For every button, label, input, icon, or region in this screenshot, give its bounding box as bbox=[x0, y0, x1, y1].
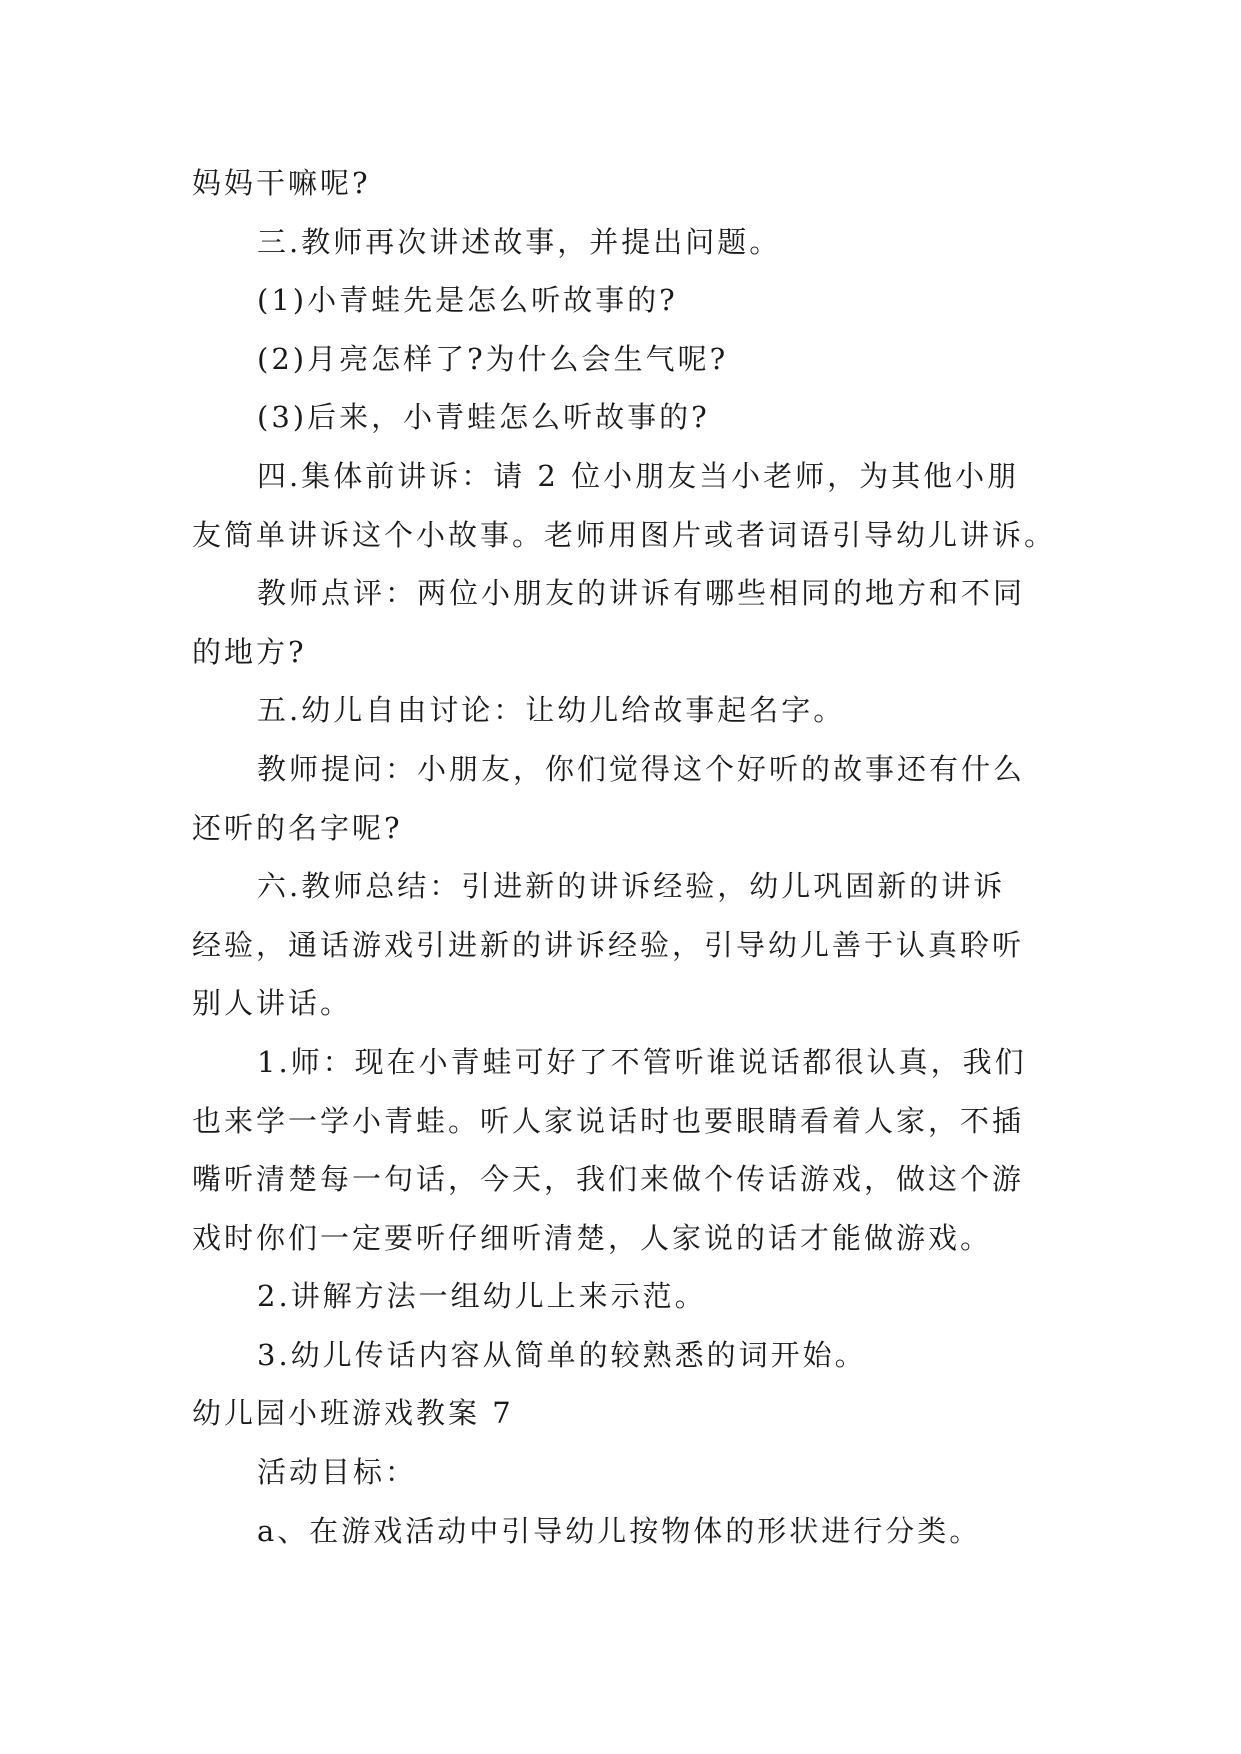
text-line-18: 嘴听清楚每一句话，今天，我们来做个传话游戏，做这个游 bbox=[192, 1162, 1025, 1197]
text-line-2: 三.教师再次讲述故事，并提出问题。 bbox=[257, 224, 782, 259]
text-line-1: 妈妈干嘛呢? bbox=[192, 166, 371, 200]
text-line-24: a、在游戏活动中引导幼儿按物体的形状进行分类。 bbox=[257, 1513, 982, 1548]
text-line-14: 经验，通话游戏引进新的讲诉经验，引导幼儿善于认真聆听 bbox=[192, 927, 1025, 962]
text-line-16: 1.师：现在小青蛙可好了不管听谁说话都很认真，我们 bbox=[257, 1044, 1027, 1079]
text-line-8: 教师点评：两位小朋友的讲诉有哪些相同的地方和不同 bbox=[257, 576, 1026, 611]
text-line-19: 戏时你们一定要听仔细听清楚，人家说的话才能做游戏。 bbox=[192, 1220, 993, 1255]
text-line-12: 还听的名字呢? bbox=[192, 810, 403, 845]
text-line-7: 友简单讲诉这个小故事。老师用图片或者词语引导幼儿讲诉。 bbox=[192, 517, 1057, 552]
text-line-20: 2.讲解方法一组幼儿上来示范。 bbox=[257, 1279, 707, 1314]
text-line-5: (3)后来，小青蛙怎么听故事的? bbox=[257, 400, 710, 435]
text-line-21: 3.幼儿传话内容从简单的较熟悉的词开始。 bbox=[257, 1337, 867, 1372]
text-line-3: (1)小青蛙先是怎么听故事的? bbox=[257, 283, 678, 318]
text-line-23: 活动目标： bbox=[257, 1455, 418, 1490]
text-line-11: 教师提问：小朋友，你们觉得这个好听的故事还有什么 bbox=[257, 751, 1026, 786]
section-heading: 幼儿园小班游戏教案 7 bbox=[192, 1396, 514, 1431]
text-line-17: 也来学一学小青蛙。听人家说话时也要眼睛看着人家，不插 bbox=[192, 1103, 1025, 1138]
text-line-4: (2)月亮怎样了?为什么会生气呢? bbox=[257, 341, 729, 376]
text-line-6: 四.集体前讲诉：请 2 位小朋友当小老师，为其他小朋 bbox=[257, 458, 1020, 493]
text-line-10: 五.幼儿自由讨论：让幼儿给故事起名字。 bbox=[257, 693, 846, 728]
text-line-13: 六.教师总结：引进新的讲诉经验，幼儿巩固新的讲诉 bbox=[257, 869, 1006, 904]
text-line-15: 别人讲话。 bbox=[192, 986, 353, 1021]
text-line-9: 的地方? bbox=[192, 634, 307, 669]
document-body bbox=[192, 154, 1062, 1560]
